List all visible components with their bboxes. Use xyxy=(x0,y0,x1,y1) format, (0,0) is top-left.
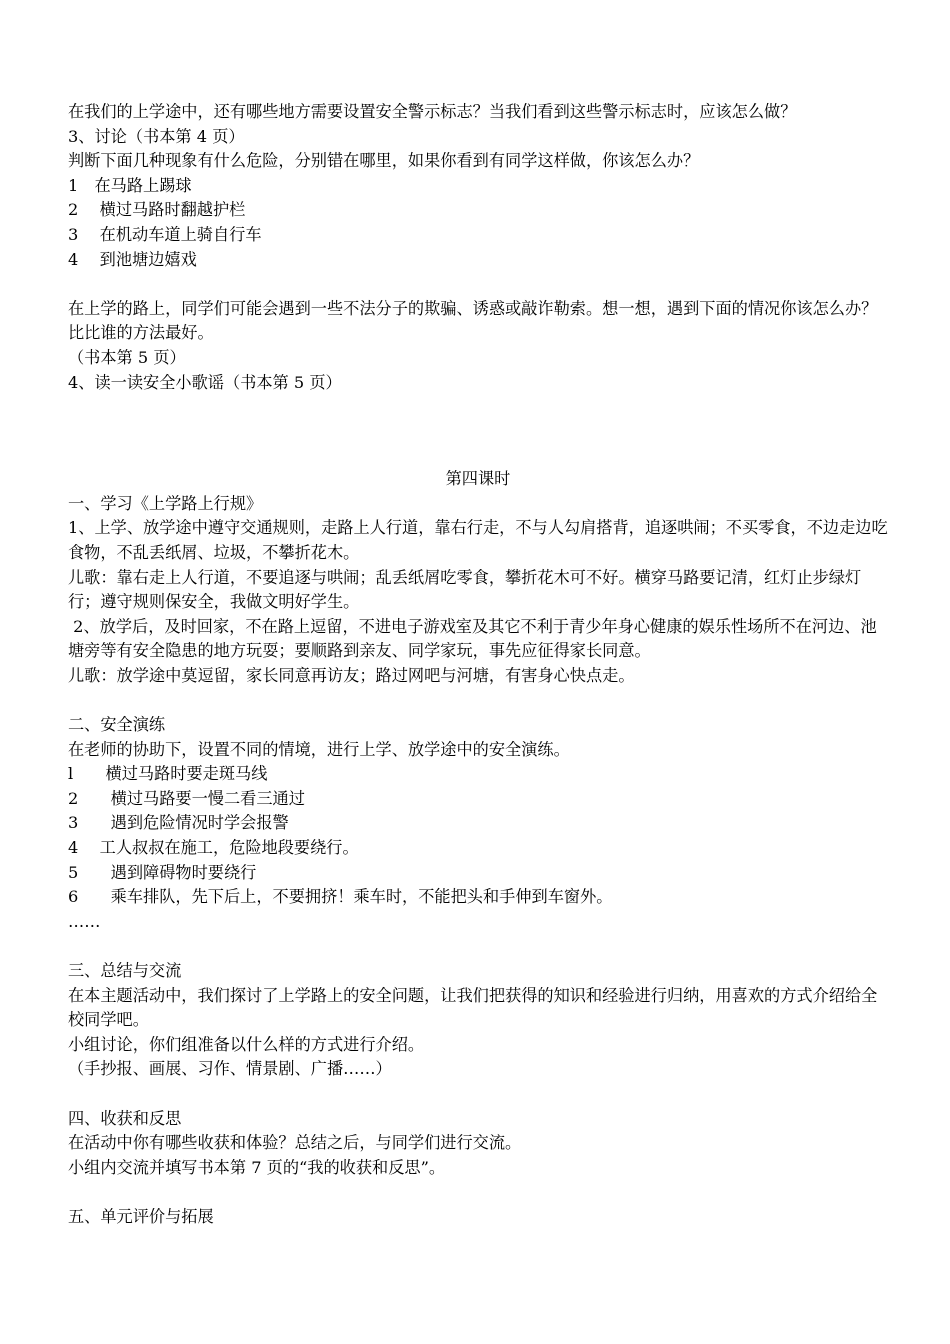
spacer xyxy=(68,934,888,959)
intro-paragraph: 在我们的上学途中，还有哪些地方需要设置安全警示标志？当我们看到这些警示标志时，应该怎么做？ xyxy=(68,102,797,121)
rule-paragraph-1: 1、上学、放学途中遵守交通规则，走路上人行道，靠右行走，不与人勾肩搭背，追逐哄闹；不买零食，不边走边吃食物，不乱丢纸屑、垃圾，不攀折花木。 xyxy=(68,518,888,562)
reflection-paragraph-1: 在活动中你有哪些收获和体验？总结之后，与同学们进行交流。 xyxy=(68,1133,522,1153)
section-4-title: 四、收获和反思 xyxy=(68,1108,182,1128)
spacer xyxy=(68,688,888,713)
reflection-paragraph-2: 小组内交流并填写书本第 7 页的“我的收获和反思”。 xyxy=(68,1157,446,1177)
lesson-title: 第四课时 xyxy=(445,469,511,489)
book-reference: （书本第 5 页） xyxy=(68,347,186,367)
list-item: 2 横过马路要一慢二看三通过 xyxy=(68,788,305,808)
song-paragraph-2: 儿歌：放学途中莫逗留，家长同意再访友；路过网吧与河塘，有害身心快点走。 xyxy=(68,665,635,685)
situation-paragraph: 在上学的路上，同学们可能会遇到一些不法分子的欺骗、诱惑或敲诈勒索。想一想，遇到下面的情况你该怎么办？比比谁的方法最好。 xyxy=(68,298,878,343)
spacer xyxy=(68,272,888,297)
spacer xyxy=(68,395,888,467)
list-item: 5 遇到障碍物时要绕行 xyxy=(68,862,257,882)
list-item: 3 在机动车道上骑自行车 xyxy=(68,224,262,244)
document-page xyxy=(68,100,888,1230)
presentation-forms: （手抄报、画展、习作、情景剧、广播……） xyxy=(68,1059,392,1079)
section-1-title: 一、学习《上学路上行规》 xyxy=(68,493,263,513)
rule-paragraph-2: 2、放学后，及时回家，不在路上逗留，不进电子游戏室及其它不利于青少年身心健康的娱乐性场所不在河边、池塘旁等有安全隐患的地方玩耍；要顺路到亲友、同学家玩，事先应征得家长同意。 xyxy=(68,616,877,661)
list-item: 3 遇到危险情况时学会报警 xyxy=(68,813,289,833)
section-3-title: 三、总结与交流 xyxy=(68,961,182,980)
list-item: 4 工人叔叔在施工，危险地段要绕行。 xyxy=(68,838,359,858)
song-heading: 4、读一读安全小歌谣（书本第 5 页） xyxy=(68,372,342,392)
list-item: 6 乘车排队，先下后上，不要拥挤！乘车时，不能把头和手伸到车窗外。 xyxy=(68,887,613,907)
drill-intro: 在老师的协助下，设置不同的情境，进行上学、放学途中的安全演练。 xyxy=(68,739,570,759)
discussion-question: 判断下面几种现象有什么危险，分别错在哪里，如果你看到有同学这样做，你该怎么办？ xyxy=(68,151,700,171)
spacer xyxy=(68,1082,888,1107)
list-item: 2 横过马路时翻越护栏 xyxy=(68,200,246,220)
list-item: 4 到池塘边嬉戏 xyxy=(68,249,197,269)
discussion-heading: 3、讨论（书本第 4 页） xyxy=(68,126,245,146)
list-item: l 横过马路时要走斑马线 xyxy=(68,764,268,784)
list-item: 1 在马路上踢球 xyxy=(68,175,192,195)
section-2-title: 二、安全演练 xyxy=(68,715,166,735)
song-paragraph-1: 儿歌：靠右走上人行道，不要追逐与哄闹；乱丢纸屑吃零食，攀折花木可不好。横穿马路要记清，红灯止步绿灯行；遵守规则保安全，我做文明好学生。 xyxy=(68,567,862,612)
section-5-title: 五、单元评价与拓展 xyxy=(68,1206,214,1226)
group-discussion: 小组讨论，你们组准备以什么样的方式进行介绍。 xyxy=(68,1034,425,1054)
spacer xyxy=(68,1180,888,1205)
summary-paragraph: 在本主题活动中，我们探讨了上学路上的安全问题，让我们把获得的知识和经验进行归纳，用喜欢的方式介绍给全校同学吧。 xyxy=(68,985,878,1030)
ellipsis: …… xyxy=(68,911,101,931)
